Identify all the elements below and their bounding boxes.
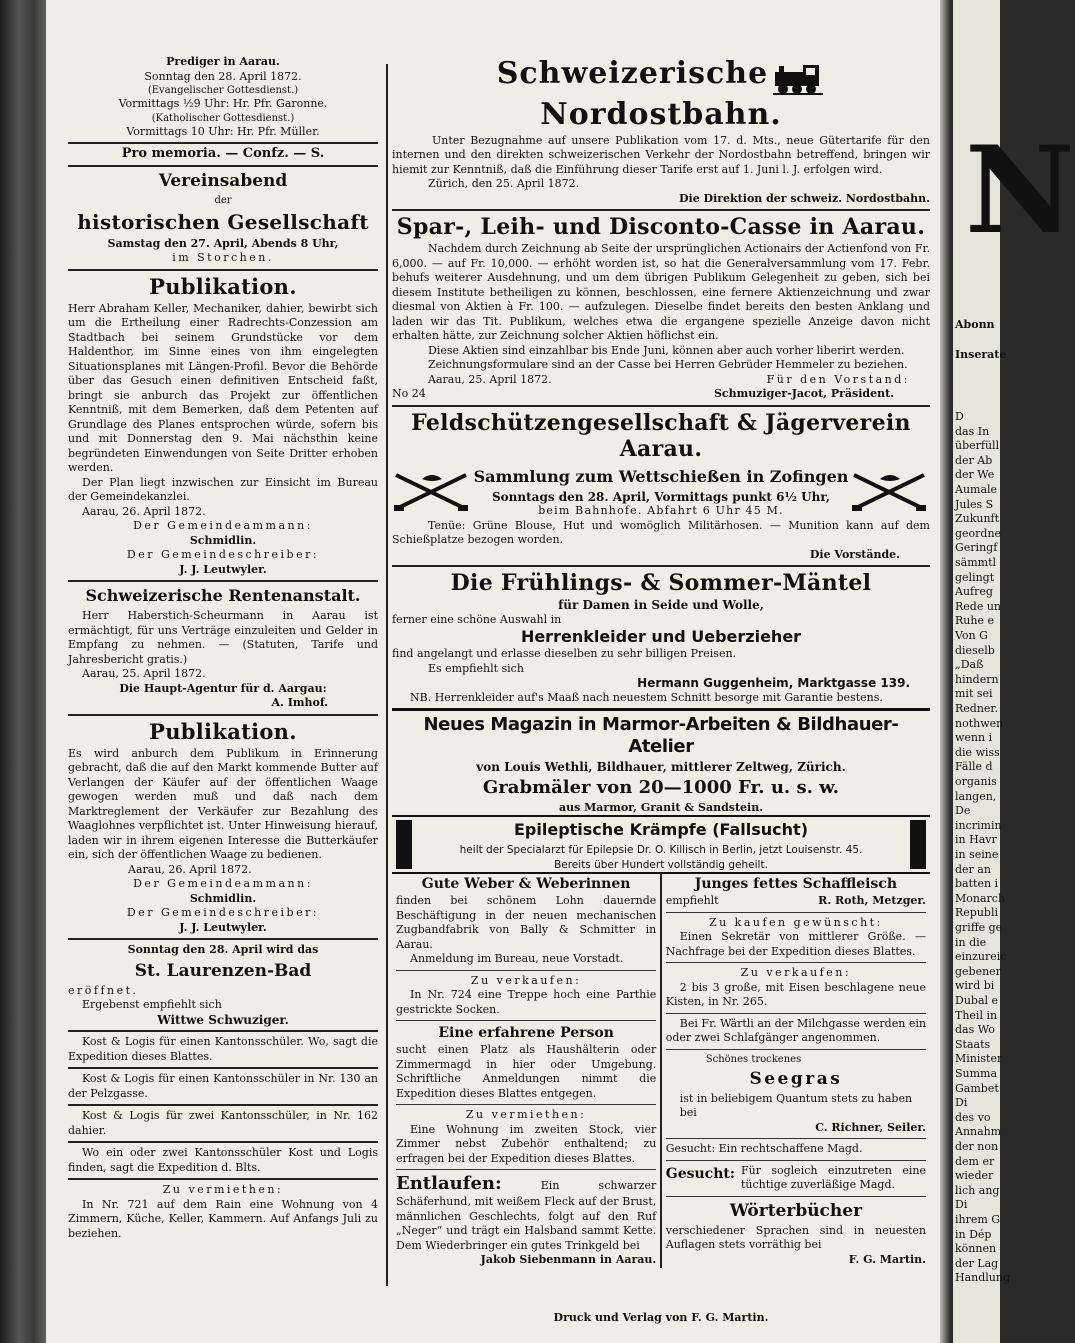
pro-memoria: Pro memoria. — Confz. — S. bbox=[121, 146, 325, 161]
next-page-text-fragment: der We bbox=[955, 468, 995, 482]
verkaufen-title: Zu verkaufen: bbox=[470, 973, 582, 987]
kaufen-body: Einen Sekretär von mittlerer Größe. — Nachfrage bei der Expedition dieses Blattes. bbox=[665, 930, 926, 958]
next-page-text-fragment: Von G bbox=[955, 629, 988, 642]
divider bbox=[68, 580, 378, 582]
publikation-date: Aarau, 26. April 1872. bbox=[82, 504, 206, 518]
divider bbox=[392, 209, 930, 211]
signature-name: Schmidlin. bbox=[189, 891, 257, 905]
next-page-text-fragment: einzureic bbox=[955, 950, 1007, 964]
kost-logis-ad: Kost & Logis für zwei Kantonsschüler, in Nr. 162 dahier. bbox=[68, 1109, 378, 1137]
marmor-line: Grabmäler von 20—1000 Fr. u. s. w. bbox=[482, 776, 840, 798]
sparkasse-footer bbox=[392, 373, 930, 388]
preacher-line: (Evangelischer Gottesdienst.) bbox=[147, 85, 299, 96]
small-ads bbox=[392, 874, 930, 1268]
crossed-rifles-icon bbox=[850, 469, 930, 513]
fleisch-row bbox=[666, 894, 926, 909]
next-page-text-fragment: sämmtl bbox=[955, 556, 997, 569]
kost-logis-ad: Kost & Logis für einen Kantonsschüler in Nr. 130 an der Pelzgasse. bbox=[68, 1072, 378, 1100]
divider bbox=[68, 165, 378, 167]
next-page-text-fragment: Geringf bbox=[955, 541, 998, 555]
feldschuetzen-block bbox=[392, 464, 930, 519]
maentel-line: find angelangt und erlasse dieselben zu sehr billigen Preisen. bbox=[392, 647, 737, 660]
epilepsie-line: Bereits über Hundert vollständig geheilt. bbox=[554, 858, 768, 871]
signature-role: Der Gemeindeammann: bbox=[133, 877, 313, 890]
next-page-text-fragment: der Lag bbox=[955, 1256, 999, 1270]
feldschuetzen-title: Feldschützengesellschaft & Jägerverein Aarau. bbox=[411, 409, 911, 462]
entlaufen-ad bbox=[396, 1173, 656, 1253]
divider bbox=[396, 1169, 656, 1170]
divider bbox=[666, 1196, 926, 1197]
feldschuetzen-signature: Die Vorstände. bbox=[809, 547, 900, 561]
next-page-text-fragment: Summa bbox=[955, 1067, 998, 1080]
maentel-line: Es empfiehlt sich bbox=[428, 661, 524, 675]
fleisch-rec: empfiehlt bbox=[665, 894, 719, 907]
divider bbox=[666, 1138, 926, 1139]
sparkasse-footer bbox=[392, 387, 930, 402]
masthead-initial: N bbox=[965, 120, 1075, 261]
small-ads-right bbox=[662, 874, 930, 1268]
rentenanstalt-date: Aarau, 25. April 1872. bbox=[82, 667, 206, 680]
divider bbox=[392, 405, 930, 407]
next-page-text-fragment: ihrem G bbox=[955, 1213, 1001, 1226]
next-page-text-fragment: D bbox=[955, 410, 964, 423]
divider bbox=[68, 269, 378, 271]
sparkasse-body: Nachdem durch Zeichnung ab Seite der ursprünglichen Actionairs der Actienfond von Fr. 6,000. — auf Fr. 10,000. — erhöht worden ist, so hat die Generalversammlung vom 17. Febr. behufs weiterer Ausdehnung, und um dem übrigen Publikum Gelegenheit zu geben, sich bei diesem Institute betheiligen zu können, beschlossen, eine fernere Aktienzeichnung und zwar diesmal von Aktien à Fr. 100. — aufzulegen. Dieselbe findet bereits den besten Anklang und laden wir das Tit. Publikum, welches etwa die ergangene spezielle Anzeige davon nicht erhalten hätte, zur Zeichnung solcher Aktien höflichst ein. bbox=[392, 242, 930, 342]
next-page-text-fragment: wird bi bbox=[955, 979, 995, 993]
next-page-text-fragment: Aufreg bbox=[955, 585, 993, 599]
next-page-text-fragment: Theil in bbox=[955, 1008, 998, 1022]
preacher-date: Sonntag den 28. April 1872. bbox=[144, 69, 302, 83]
next-page-text-fragment: Zukunft bbox=[955, 512, 1000, 526]
verein-date: Samstag den 27. April, Abends 8 Uhr, bbox=[107, 236, 339, 250]
vermiethen-body: In Nr. 721 auf dem Rain eine Wohnung von 4 Zimmern, Küche, Keller, Kammern. Auf Anfangs Juli zu beziehen. bbox=[68, 1197, 378, 1240]
locomotive-icon bbox=[773, 62, 825, 96]
black-bar bbox=[910, 820, 926, 869]
maentel-title: Die Frühlings- & Sommer-Mäntel bbox=[450, 570, 872, 596]
divider bbox=[392, 565, 930, 567]
next-page-text-fragment: Abonn bbox=[955, 318, 995, 331]
rentenanstalt-body: Herr Haberstich-Scheurmann in Aarau ist ermächtigt, für uns Verträge einzuleiten und Gelder in Empfang zu nehmen. — (Statuten, Tarife und Jahresbericht gratis.) bbox=[68, 609, 378, 666]
kost-logis-ad: Wo ein oder zwei Kantonsschüler Kost und Logis finden, sagt die Expedition d. Blts. bbox=[68, 1146, 378, 1174]
seegras-pre: Schönes trockenes bbox=[705, 1053, 802, 1065]
next-page-text-fragment: die wiss bbox=[955, 745, 1000, 759]
verein-name: historischen Gesellschaft bbox=[77, 209, 369, 234]
divider bbox=[68, 1178, 378, 1180]
epilepsie-line: heilt der Specialarzt für Epilepsie Dr. O. Killisch in Berlin, jetzt Louisenstr. 45. bbox=[459, 844, 863, 856]
next-page-text-fragment: Ruhe e bbox=[955, 614, 994, 628]
signature-name: J. J. Leutwyler. bbox=[179, 562, 267, 576]
divider bbox=[666, 1049, 926, 1050]
divider bbox=[396, 1104, 656, 1105]
next-page-text-fragment: griffe ge bbox=[955, 921, 1003, 934]
signature-role: Der Gemeindeschreiber: bbox=[126, 906, 320, 919]
publikation-body: Der Plan liegt inzwischen zur Einsicht im Bureau der Gemeindekanzlei. bbox=[68, 475, 378, 503]
next-page-text-fragment: wenn i bbox=[955, 731, 993, 745]
marmor-line: aus Marmor, Granit & Sandstein. bbox=[558, 800, 764, 814]
publikation2-body: Es wird anburch dem Publikum in Erinnerung gebracht, daß die auf den Markt kommende Butter auf Verlangen der Käufer auf der öffentlichen Waage gewogen werden muß und daß nach dem Marktreglement der Verkäufer zur Bezahlung des Waaglohnes verpflichtet ist. Unter Hinweisung hierauf, laden wir in ihrem eigenen Interesse die Butterkäufer ein, sich der öffentlichen Waage zu bedienen. bbox=[68, 746, 378, 861]
next-page-text-fragment: der non bbox=[955, 1140, 999, 1153]
rentenanstalt-title: Schweizerische Rentenanstalt. bbox=[85, 586, 361, 605]
next-page-text-fragment: in Havr bbox=[955, 833, 997, 847]
next-page-text-fragment: Minister bbox=[955, 1052, 1003, 1066]
next-page-text-fragment: Redner. bbox=[955, 702, 998, 715]
sparkasse-number: No 24 bbox=[392, 387, 426, 400]
maentel-name: Hermann Guggenheim, Marktgasse 139. bbox=[637, 676, 910, 690]
next-page-text-fragment: Aumale bbox=[955, 483, 998, 496]
verkaufen2-title: Zu verkaufen: bbox=[740, 966, 852, 979]
next-page-text-fragment: De bbox=[955, 804, 971, 818]
rentenanstalt-agency: Die Haupt-Agentur für d. Aargau: bbox=[119, 681, 327, 695]
next-page-text-fragment: gebener bbox=[955, 964, 1001, 978]
next-page-text-fragment: Republi bbox=[955, 906, 998, 920]
next-page-text-fragment: Staats bbox=[955, 1037, 991, 1051]
entlaufen-name: Jakob Siebenmann in Aarau. bbox=[480, 1253, 657, 1266]
bad-name: Wittwe Schwuziger. bbox=[157, 1012, 289, 1027]
maentel-line: für Damen in Seide und Wolle, bbox=[558, 598, 764, 612]
black-bar bbox=[396, 820, 412, 869]
kaufen-title: Zu kaufen gewünscht: bbox=[708, 915, 883, 929]
nordostbahn-title-left: Schweizerische bbox=[496, 56, 769, 91]
next-page-text-fragment: „Daß bbox=[955, 658, 984, 672]
sparkasse-signature: Schmuziger-Jacot, Präsident. bbox=[713, 387, 894, 400]
gesucht2-ad bbox=[666, 1164, 926, 1193]
right-column bbox=[392, 55, 930, 1268]
entlaufen-title: Entlaufen: bbox=[396, 1173, 502, 1194]
feldschuetzen-text bbox=[472, 464, 850, 519]
nordostbahn-signature: Die Direktion der schweiz. Nordostbahn. bbox=[679, 191, 930, 205]
next-page-text-fragment: in seine bbox=[955, 848, 999, 861]
maentel-line: Herrenkleider und Ueberzieher bbox=[520, 627, 802, 646]
signature-role: Der Gemeindeschreiber: bbox=[126, 548, 320, 561]
signature-role: Der Gemeindeammann: bbox=[133, 519, 313, 532]
next-page-text-fragment: in die bbox=[955, 935, 987, 949]
next-page-text-fragment: organis bbox=[955, 775, 997, 788]
gesucht2-body: Für sogleich einzutreten eine tüchtige zuverläßige Magd. bbox=[741, 1163, 926, 1191]
signature-name: Schmidlin. bbox=[189, 533, 257, 547]
divider bbox=[68, 1141, 378, 1143]
next-page-text-fragment: incrimin bbox=[955, 818, 1002, 832]
divider bbox=[396, 970, 656, 971]
next-page-text-fragment: Rede un bbox=[955, 599, 1002, 613]
seegras-title: Seegras bbox=[749, 1068, 843, 1089]
preacher-line: (Katholischer Gottesdienst.) bbox=[151, 112, 295, 124]
person-body: sucht einen Platz als Haushälterin oder Zimmermagd in hier oder Umgebung. Schriftliche Anmeldungen nimmt die Expedition dieses Blattes entgegen. bbox=[396, 1043, 657, 1100]
next-page-text-fragment: wieder bbox=[955, 1169, 994, 1183]
maentel-line: ferner eine schöne Auswahl in bbox=[392, 612, 562, 626]
feldschuetzen-body: Tenüe: Grüne Blouse, Hut und womöglich Militärhosen. — Munition kann auf dem Schießplatze bezogen worden. bbox=[392, 518, 930, 546]
divider bbox=[68, 142, 378, 144]
imprint: Druck und Verlag von F. G. Martin. bbox=[553, 1311, 769, 1324]
divider bbox=[68, 1104, 378, 1106]
small-ads-left bbox=[392, 874, 660, 1268]
sparkasse-body: Diese Aktien sind einzahlbar bis Ende Juni, können aber auch vorher liberirt werden. bbox=[428, 343, 905, 357]
divider bbox=[68, 1067, 378, 1069]
next-page-text-fragment: Handlung bbox=[955, 1271, 1011, 1285]
divider bbox=[666, 962, 926, 963]
next-page-text-fragment: Monarch bbox=[955, 891, 1006, 905]
next-page-text-fragment: batten i bbox=[955, 877, 999, 891]
vermiethen2-title: Zu vermiethen: bbox=[465, 1108, 587, 1121]
next-page-text-fragment: überfüll bbox=[955, 439, 1000, 453]
verein-place: im Storchen. bbox=[172, 251, 274, 264]
divider bbox=[666, 1160, 926, 1161]
next-page-text-fragment: das In bbox=[955, 424, 990, 438]
weber-body: finden bei schönem Lohn dauernde Beschäftigung in der neuen mechanischen Zugbandfabrik von Bally & Schmitter in Aarau. bbox=[396, 894, 657, 951]
marmor-line: von Louis Wethli, Bildhauer, mittlerer Zeltweg, Zürich. bbox=[476, 760, 846, 774]
feldschuetzen-where: beim Bahnhofe. Abfahrt 6 Uhr 45 M. bbox=[538, 504, 784, 517]
epilepsie-ad bbox=[392, 815, 930, 874]
woerterbuecher-name: F. G. Martin. bbox=[848, 1252, 926, 1266]
woerterbuecher-body: verschiedener Sprachen sind in neuesten Auflagen stets vorräthig bei bbox=[665, 1223, 926, 1251]
maentel-nb: NB. Herrenkleider auf's Maaß nach neuestem Schnitt besorge mit Garantie bestens. bbox=[410, 690, 883, 704]
sparkasse-body: Zeichnungsformulare sind an der Casse bei Herren Gebrüder Hemmeler zu beziehen. bbox=[428, 358, 908, 371]
next-page-text-fragment: mit sei bbox=[955, 687, 993, 701]
next-page-text-fragment: Inserate bbox=[955, 348, 1007, 361]
preacher-title: Prediger in Aarau. bbox=[166, 55, 280, 68]
person-title: Eine erfahrene Person bbox=[438, 1025, 614, 1041]
divider bbox=[68, 1030, 378, 1032]
rentenanstalt-name: A. Imhof. bbox=[271, 696, 328, 709]
next-page-text-fragment: das Wo bbox=[955, 1023, 995, 1037]
next-page-text-fragment: lich ang bbox=[955, 1183, 1000, 1197]
publikation2-date: Aarau, 26. April 1872. bbox=[128, 862, 252, 876]
feldschuetzen-when: Sonntags den 28. April, Vormittags punkt 6½ Uhr, bbox=[492, 489, 830, 504]
marmor-title: Neues Magazin in Marmor-Arbeiten & Bildhauer-Atelier bbox=[423, 714, 899, 757]
signature-name: J. J. Leutwyler. bbox=[179, 920, 267, 934]
publikation2-title: Publikation. bbox=[149, 718, 297, 744]
verein-title: Vereinsabend bbox=[158, 170, 288, 191]
next-page-text-fragment: geordne bbox=[955, 526, 1002, 540]
seegras-body: ist in beliebigem Quantum stets zu haben bei bbox=[679, 1091, 913, 1119]
left-column bbox=[68, 55, 378, 1241]
bad-open: eröffnet. bbox=[68, 983, 139, 997]
feldschuetzen-sub: Sammlung zum Wettschießen in Zofingen bbox=[473, 466, 849, 486]
gesucht2-label: Gesucht: bbox=[665, 1165, 736, 1182]
crossed-rifles-icon bbox=[392, 469, 472, 513]
bad-title: St. Laurenzen-Bad bbox=[134, 960, 312, 981]
next-page-text-fragment: Di bbox=[955, 1096, 968, 1110]
fleisch-title: Junges fettes Schaffleisch bbox=[694, 876, 898, 892]
next-page-text-fragment: gelingt bbox=[955, 570, 995, 584]
next-page-text-fragment: des vo bbox=[955, 1110, 991, 1124]
nordostbahn-title-right: Nordostbahn. bbox=[540, 96, 782, 132]
preacher-line: Vormittags ½9 Uhr: Hr. Pfr. Garonne. bbox=[118, 97, 328, 110]
verein-der: der bbox=[214, 194, 232, 206]
kost-logis-ad: Kost & Logis für einen Kantonsschüler. Wo, sagt die Expedition dieses Blattes. bbox=[68, 1035, 378, 1063]
nordostbahn-date: Zürich, den 25. April 1872. bbox=[428, 177, 580, 190]
next-page-edge bbox=[953, 0, 1075, 1343]
epilepsie-title: Epileptische Krämpfe (Fallsucht) bbox=[513, 820, 809, 839]
seegras-name: C. Richner, Seiler. bbox=[815, 1120, 926, 1134]
verkaufen2-body: 2 bis 3 große, mit Eisen beschlagene neue Kisten, in Nr. 265. bbox=[665, 980, 926, 1008]
nordostbahn-masthead bbox=[392, 55, 930, 134]
weber-title: Gute Weber & Weberinnen bbox=[421, 876, 631, 892]
publikation-title: Publikation. bbox=[149, 273, 297, 299]
next-page-text-fragment: hindern bbox=[955, 672, 999, 686]
vermiethen2-body: Eine Wohnung im zweiten Stock, vier Zimmer nebst Zubehör enthaltend; zu erfragen bei der Expedition dieses Blattes. bbox=[396, 1122, 657, 1165]
next-page-text-fragment: Annahm bbox=[955, 1125, 1002, 1139]
book-binding bbox=[0, 0, 48, 1343]
entlaufen-body: Ein schwarzer Schäferhund, mit weißem Fleck auf der Brust, männlichen Geschlechts, folgt auf den Ruf „Neger“ und trägt ein Halsband sammt Kette. Dem Wiederbringer ein gutes Trinkgeld bei bbox=[396, 1179, 657, 1252]
preacher-line: Vormittags 10 Uhr: Hr. Pfr. Müller. bbox=[126, 124, 320, 138]
publikation-body: Herr Abraham Keller, Mechaniker, dahier, bewirbt sich um die Ertheilung einer Radrechts-Conzession am Stadtbach bei seinem Grundstücke vor dem Haldenthor, im Sinne eines von ihm eingelegten Situationsplanes mit Längen-Profil. Bevor die Behörde über das Gesuch einen definitiven Entscheid faßt, bringt sie anburch das Projekt zur öffentlichen Kenntniß, mit dem Bemerken, daß dem Petenten auf Grundlage des Planes entsprochen würde, sofern bis und mit Donnerstag den 9. Mai nächsthin keine begründeten Einwendungen von Seite Dritter erhoben werden. bbox=[68, 301, 378, 474]
next-page-text-fragment: Dubal e bbox=[955, 994, 999, 1007]
epilepsie-text bbox=[416, 817, 906, 872]
next-page-text-fragment: der Ab bbox=[955, 453, 993, 467]
fleisch-name: R. Roth, Metzger. bbox=[818, 894, 926, 907]
nordostbahn-body: Unter Bezugnahme auf unsere Publikation vom 17. d. Mts., neue Gütertarife für den internen und den direkten schweizerischen Verkehr der Nordostbahn betreffend, bringen wir hiemit zur Kenntniß, daß die Einführung dieser Tarife erst auf 1. Juni l. J. erfolgen wird. bbox=[392, 133, 930, 176]
divider bbox=[68, 714, 378, 716]
next-page-text-fragment: langen, bbox=[955, 789, 997, 803]
vermiethen-title: Zu vermiethen: bbox=[162, 1183, 284, 1196]
next-page-text-fragment: Jules S bbox=[955, 497, 994, 511]
bad-intro: Sonntag den 28. April wird das bbox=[127, 943, 319, 956]
schlafgaenger-ad: Bei Fr. Wärtli an der Milchgasse werden ein oder zwei Schlafgänger angenommen. bbox=[665, 1016, 926, 1044]
divider bbox=[68, 938, 378, 940]
sparkasse-vorstand: Für den Vorstand: bbox=[766, 372, 910, 386]
divider bbox=[392, 708, 930, 711]
next-page-text-fragment: nothwen bbox=[955, 716, 1004, 730]
weber-body: Anmeldung im Bureau, neue Vorstadt. bbox=[410, 952, 624, 965]
divider bbox=[666, 1013, 926, 1014]
next-page-text-fragment: Di bbox=[955, 1198, 968, 1212]
next-page-text-fragment: Fälle d bbox=[955, 760, 993, 774]
next-page-text-fragment: in Dép bbox=[955, 1227, 992, 1241]
sparkasse-date: Aarau, 25. April 1872. bbox=[428, 372, 552, 386]
verkaufen-body: In Nr. 724 eine Treppe hoch eine Parthie gestrickte Socken. bbox=[396, 988, 657, 1016]
sparkasse-title: Spar-, Leih- und Disconto-Casse in Aarau. bbox=[396, 214, 926, 240]
woerterbuecher-title: Wörterbücher bbox=[729, 1200, 863, 1221]
bad-rec: Ergebenst empfiehlt sich bbox=[82, 998, 222, 1011]
column-rule bbox=[386, 64, 388, 1286]
divider bbox=[666, 912, 926, 913]
gesucht-ad: Gesucht: Ein rechtschaffene Magd. bbox=[665, 1142, 863, 1155]
next-page-text-fragment: können bbox=[955, 1242, 997, 1256]
next-page-text-fragment: der an bbox=[955, 862, 991, 876]
next-page-text-fragment: dem er bbox=[955, 1154, 995, 1168]
next-page-text-fragment: dieselb bbox=[955, 643, 995, 657]
divider bbox=[396, 1020, 656, 1021]
next-page-text-fragment: Gambet bbox=[955, 1081, 999, 1095]
